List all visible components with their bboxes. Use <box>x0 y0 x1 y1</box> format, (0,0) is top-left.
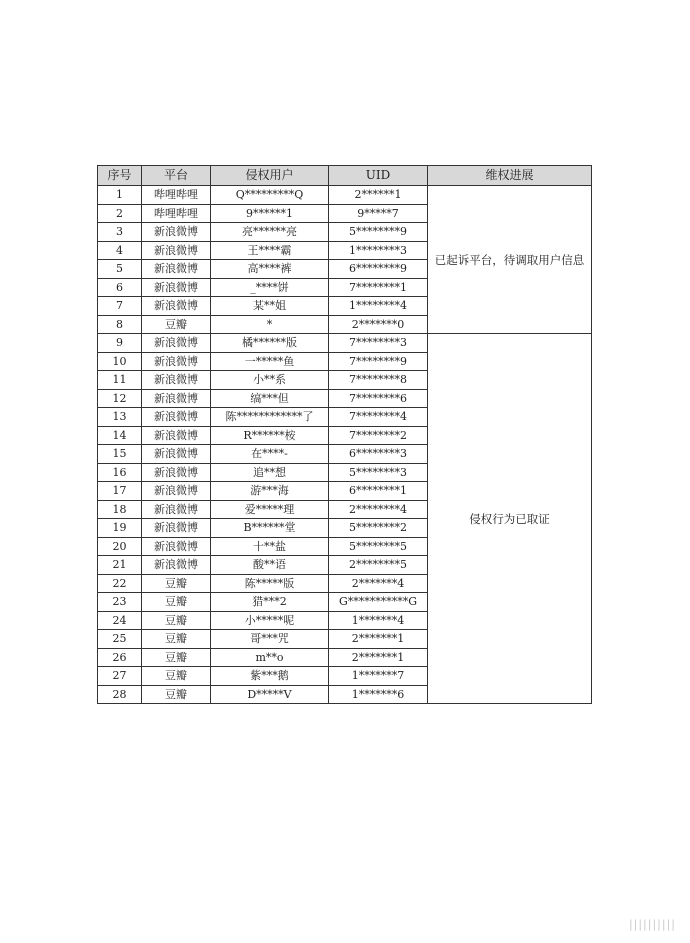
row-user: 猎***2 <box>211 593 329 612</box>
row-uid: 7********3 <box>329 334 428 353</box>
row-user: 王****霸 <box>211 241 329 260</box>
row-user: 紫***鹅 <box>211 667 329 686</box>
row-uid: 5********9 <box>329 223 428 242</box>
row-platform: 豆瓣 <box>142 685 211 704</box>
row-platform: 豆瓣 <box>142 667 211 686</box>
row-user: 小*****呢 <box>211 611 329 630</box>
row-index: 23 <box>98 593 142 612</box>
row-index: 16 <box>98 463 142 482</box>
row-platform: 哔哩哔哩 <box>142 186 211 205</box>
row-platform: 新浪微博 <box>142 408 211 427</box>
row-user: B******堂 <box>211 519 329 538</box>
row-platform: 豆瓣 <box>142 611 211 630</box>
row-index: 18 <box>98 500 142 519</box>
row-uid: 1*******7 <box>329 667 428 686</box>
row-index: 6 <box>98 278 142 297</box>
row-uid: 9*****7 <box>329 204 428 223</box>
row-uid: 6********1 <box>329 482 428 501</box>
row-uid: 2********4 <box>329 500 428 519</box>
row-user: 某**姐 <box>211 297 329 316</box>
row-user: 十**盐 <box>211 537 329 556</box>
row-index: 24 <box>98 611 142 630</box>
row-uid: 7********1 <box>329 278 428 297</box>
header-index: 序号 <box>98 166 142 186</box>
row-platform: 新浪微博 <box>142 500 211 519</box>
table-row <box>98 186 592 205</box>
row-platform: 新浪微博 <box>142 278 211 297</box>
row-platform: 哔哩哔哩 <box>142 204 211 223</box>
row-index: 10 <box>98 352 142 371</box>
row-platform: 新浪微博 <box>142 556 211 575</box>
row-user: 缟***但 <box>211 389 329 408</box>
row-status: 侵权行为已取证 <box>428 334 592 704</box>
row-index: 3 <box>98 223 142 242</box>
row-user: 亮******亮 <box>211 223 329 242</box>
row-platform: 新浪微博 <box>142 463 211 482</box>
row-platform: 豆瓣 <box>142 593 211 612</box>
row-uid: 5********3 <box>329 463 428 482</box>
row-platform: 豆瓣 <box>142 574 211 593</box>
row-index: 4 <box>98 241 142 260</box>
row-platform: 新浪微博 <box>142 426 211 445</box>
row-uid: 2********5 <box>329 556 428 575</box>
row-user: 爱*****理 <box>211 500 329 519</box>
row-uid: 6********3 <box>329 445 428 464</box>
row-uid: 1********3 <box>329 241 428 260</box>
row-uid: 2*******1 <box>329 630 428 649</box>
row-platform: 新浪微博 <box>142 482 211 501</box>
row-uid: 7********4 <box>329 408 428 427</box>
row-user: 橘******版 <box>211 334 329 353</box>
row-uid: 7********9 <box>329 352 428 371</box>
row-platform: 新浪微博 <box>142 334 211 353</box>
row-index: 20 <box>98 537 142 556</box>
row-index: 11 <box>98 371 142 390</box>
row-platform: 新浪微博 <box>142 223 211 242</box>
row-platform: 新浪微博 <box>142 389 211 408</box>
row-index: 5 <box>98 260 142 279</box>
row-uid: 7********2 <box>329 426 428 445</box>
row-index: 13 <box>98 408 142 427</box>
row-user: 酸**语 <box>211 556 329 575</box>
row-user: Q*********Q <box>211 186 329 205</box>
row-uid: 1********4 <box>329 297 428 316</box>
row-user: 高****裤 <box>211 260 329 279</box>
row-uid: 7********6 <box>329 389 428 408</box>
row-user: 9******1 <box>211 204 329 223</box>
row-user: _****饼 <box>211 278 329 297</box>
table-header-row <box>98 166 592 186</box>
row-platform: 豆瓣 <box>142 315 211 334</box>
row-platform: 新浪微博 <box>142 297 211 316</box>
header-uid: UID <box>329 166 428 186</box>
row-platform: 豆瓣 <box>142 630 211 649</box>
watermark: |||||||||| <box>628 918 676 931</box>
row-index: 21 <box>98 556 142 575</box>
row-user: 一*****鱼 <box>211 352 329 371</box>
row-platform: 新浪微博 <box>142 537 211 556</box>
header-platform: 平台 <box>142 166 211 186</box>
row-index: 27 <box>98 667 142 686</box>
row-index: 2 <box>98 204 142 223</box>
row-uid: 5********5 <box>329 537 428 556</box>
row-user: 追**想 <box>211 463 329 482</box>
row-index: 7 <box>98 297 142 316</box>
row-index: 12 <box>98 389 142 408</box>
row-user: 小**系 <box>211 371 329 390</box>
row-index: 25 <box>98 630 142 649</box>
row-platform: 新浪微博 <box>142 371 211 390</box>
row-user: R******桉 <box>211 426 329 445</box>
row-user: 陈************了 <box>211 408 329 427</box>
row-index: 26 <box>98 648 142 667</box>
row-index: 19 <box>98 519 142 538</box>
row-uid: 6********9 <box>329 260 428 279</box>
row-user: D*****V <box>211 685 329 704</box>
row-platform: 新浪微博 <box>142 260 211 279</box>
row-index: 28 <box>98 685 142 704</box>
row-status: 已起诉平台，待调取用户信息 <box>428 186 592 334</box>
row-index: 17 <box>98 482 142 501</box>
row-user: 哥***咒 <box>211 630 329 649</box>
row-platform: 新浪微博 <box>142 352 211 371</box>
row-index: 22 <box>98 574 142 593</box>
row-index: 8 <box>98 315 142 334</box>
row-user: m**o <box>211 648 329 667</box>
row-uid: G***********G <box>329 593 428 612</box>
row-uid: 1*******4 <box>329 611 428 630</box>
row-index: 14 <box>98 426 142 445</box>
row-uid: 2*******4 <box>329 574 428 593</box>
row-uid: 5********2 <box>329 519 428 538</box>
row-platform: 新浪微博 <box>142 445 211 464</box>
row-platform: 新浪微博 <box>142 519 211 538</box>
table-row <box>98 334 592 353</box>
infringement-table <box>97 165 592 704</box>
header-progress: 维权进展 <box>428 166 592 186</box>
header-user: 侵权用户 <box>211 166 329 186</box>
row-user: 陈*****版 <box>211 574 329 593</box>
row-index: 9 <box>98 334 142 353</box>
table-body <box>98 186 592 704</box>
row-user: 游***海 <box>211 482 329 501</box>
row-user: * <box>211 315 329 334</box>
row-index: 15 <box>98 445 142 464</box>
row-uid: 1*******6 <box>329 685 428 704</box>
row-uid: 7********8 <box>329 371 428 390</box>
row-user: 在****- <box>211 445 329 464</box>
row-uid: 2******1 <box>329 186 428 205</box>
row-platform: 豆瓣 <box>142 648 211 667</box>
row-index: 1 <box>98 186 142 205</box>
row-uid: 2*******1 <box>329 648 428 667</box>
row-platform: 新浪微博 <box>142 241 211 260</box>
row-uid: 2*******0 <box>329 315 428 334</box>
